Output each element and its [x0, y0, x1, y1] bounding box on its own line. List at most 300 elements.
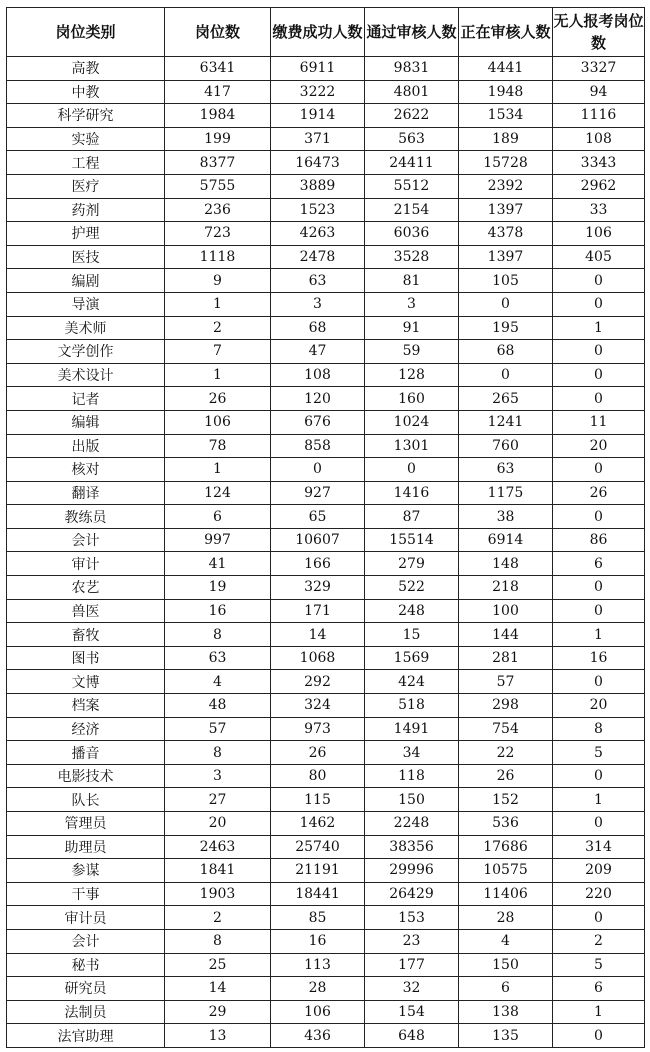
cell-reviewing: 760: [459, 434, 553, 458]
cell-reviewing: 265: [459, 387, 553, 411]
cell-category: 美术设计: [7, 363, 165, 387]
cell-category: 编辑: [7, 410, 165, 434]
cell-positions: 63: [165, 646, 271, 670]
cell-approved: 1024: [365, 410, 459, 434]
cell-unfilled: 2962: [553, 174, 645, 198]
cell-positions: 106: [165, 410, 271, 434]
cell-category: 审计员: [7, 906, 165, 930]
cell-unfilled: 405: [553, 245, 645, 269]
cell-approved: 153: [365, 906, 459, 930]
table-row: [7, 623, 645, 647]
table-body: [7, 57, 645, 1048]
table-row: [7, 576, 645, 600]
cell-category: 医技: [7, 245, 165, 269]
cell-paid: 68: [271, 316, 365, 340]
cell-approved: 2248: [365, 812, 459, 836]
cell-paid: 1914: [271, 104, 365, 128]
cell-paid: 120: [271, 387, 365, 411]
cell-unfilled: 0: [553, 1024, 645, 1048]
table-row: [7, 222, 645, 246]
cell-approved: 32: [365, 977, 459, 1001]
cell-reviewing: 298: [459, 694, 553, 718]
cell-unfilled: 108: [553, 127, 645, 151]
cell-reviewing: 2392: [459, 174, 553, 198]
cell-paid: 80: [271, 764, 365, 788]
cell-positions: 1903: [165, 882, 271, 906]
cell-approved: 2622: [365, 104, 459, 128]
cell-reviewing: 281: [459, 646, 553, 670]
table-row: [7, 80, 645, 104]
cell-positions: 8: [165, 929, 271, 953]
cell-approved: 563: [365, 127, 459, 151]
cell-paid: 436: [271, 1024, 365, 1048]
cell-positions: 2: [165, 316, 271, 340]
cell-reviewing: 1397: [459, 198, 553, 222]
cell-reviewing: 0: [459, 292, 553, 316]
cell-unfilled: 11: [553, 410, 645, 434]
table-row: [7, 788, 645, 812]
cell-positions: 27: [165, 788, 271, 812]
table-row: [7, 528, 645, 552]
cell-unfilled: 1: [553, 788, 645, 812]
cell-approved: 177: [365, 953, 459, 977]
cell-category: 导演: [7, 292, 165, 316]
cell-approved: 3528: [365, 245, 459, 269]
cell-unfilled: 5: [553, 953, 645, 977]
table-row: [7, 198, 645, 222]
cell-approved: 518: [365, 694, 459, 718]
cell-unfilled: 0: [553, 764, 645, 788]
cell-reviewing: 57: [459, 670, 553, 694]
cell-positions: 8: [165, 623, 271, 647]
table-row: [7, 646, 645, 670]
cell-paid: 324: [271, 694, 365, 718]
header-category: 岗位类别: [7, 8, 165, 57]
cell-reviewing: 6914: [459, 528, 553, 552]
cell-approved: 279: [365, 552, 459, 576]
cell-category: 记者: [7, 387, 165, 411]
table-row: [7, 316, 645, 340]
table-row: [7, 434, 645, 458]
cell-unfilled: 16: [553, 646, 645, 670]
cell-reviewing: 4441: [459, 57, 553, 81]
cell-positions: 3: [165, 764, 271, 788]
cell-reviewing: 195: [459, 316, 553, 340]
cell-reviewing: 105: [459, 269, 553, 293]
cell-positions: 236: [165, 198, 271, 222]
table-row: [7, 599, 645, 623]
cell-paid: 6911: [271, 57, 365, 81]
cell-category: 出版: [7, 434, 165, 458]
cell-paid: 1068: [271, 646, 365, 670]
cell-approved: 154: [365, 1000, 459, 1024]
cell-category: 图书: [7, 646, 165, 670]
cell-approved: 24411: [365, 151, 459, 175]
cell-unfilled: 0: [553, 599, 645, 623]
cell-positions: 29: [165, 1000, 271, 1024]
table-row: [7, 151, 645, 175]
cell-category: 干事: [7, 882, 165, 906]
cell-paid: 676: [271, 410, 365, 434]
table-row: [7, 694, 645, 718]
cell-category: 队长: [7, 788, 165, 812]
header-paid-applicants: 缴费成功人数: [271, 8, 365, 57]
cell-unfilled: 20: [553, 434, 645, 458]
cell-paid: 3889: [271, 174, 365, 198]
cell-category: 医疗: [7, 174, 165, 198]
cell-unfilled: 0: [553, 812, 645, 836]
cell-unfilled: 0: [553, 576, 645, 600]
cell-category: 会计: [7, 929, 165, 953]
header-approved-applicants: 通过审核人数: [365, 8, 459, 57]
cell-reviewing: 100: [459, 599, 553, 623]
table-row: [7, 387, 645, 411]
cell-reviewing: 0: [459, 363, 553, 387]
cell-unfilled: 106: [553, 222, 645, 246]
cell-approved: 1416: [365, 481, 459, 505]
cell-category: 审计: [7, 552, 165, 576]
table-row: [7, 717, 645, 741]
cell-reviewing: 10575: [459, 859, 553, 883]
cell-unfilled: 33: [553, 198, 645, 222]
cell-positions: 25: [165, 953, 271, 977]
table-row: [7, 977, 645, 1001]
cell-paid: 2478: [271, 245, 365, 269]
cell-unfilled: 220: [553, 882, 645, 906]
table-row: [7, 127, 645, 151]
cell-positions: 6: [165, 505, 271, 529]
cell-unfilled: 26: [553, 481, 645, 505]
cell-unfilled: 3343: [553, 151, 645, 175]
header-row: [7, 8, 645, 57]
cell-paid: 166: [271, 552, 365, 576]
cell-approved: 87: [365, 505, 459, 529]
cell-reviewing: 150: [459, 953, 553, 977]
cell-approved: 160: [365, 387, 459, 411]
cell-category: 档案: [7, 694, 165, 718]
cell-reviewing: 754: [459, 717, 553, 741]
cell-approved: 1301: [365, 434, 459, 458]
cell-reviewing: 1241: [459, 410, 553, 434]
cell-positions: 78: [165, 434, 271, 458]
cell-unfilled: 0: [553, 387, 645, 411]
cell-paid: 106: [271, 1000, 365, 1024]
cell-unfilled: 3327: [553, 57, 645, 81]
cell-paid: 16473: [271, 151, 365, 175]
table-row: [7, 906, 645, 930]
cell-category: 文博: [7, 670, 165, 694]
cell-paid: 113: [271, 953, 365, 977]
cell-category: 编剧: [7, 269, 165, 293]
cell-unfilled: 8: [553, 717, 645, 741]
cell-category: 护理: [7, 222, 165, 246]
table-row: [7, 458, 645, 482]
cell-unfilled: 1: [553, 623, 645, 647]
cell-positions: 8: [165, 741, 271, 765]
table-row: [7, 764, 645, 788]
cell-reviewing: 135: [459, 1024, 553, 1048]
table-row: [7, 104, 645, 128]
cell-unfilled: 1116: [553, 104, 645, 128]
cell-approved: 648: [365, 1024, 459, 1048]
table-row: [7, 552, 645, 576]
cell-unfilled: 0: [553, 363, 645, 387]
table-row: [7, 835, 645, 859]
cell-category: 翻译: [7, 481, 165, 505]
cell-category: 经济: [7, 717, 165, 741]
header-under-review: 正在审核人数: [459, 8, 553, 57]
table-row: [7, 505, 645, 529]
cell-positions: 1118: [165, 245, 271, 269]
cell-paid: 14: [271, 623, 365, 647]
cell-paid: 115: [271, 788, 365, 812]
table-row: [7, 245, 645, 269]
statistics-table: [6, 7, 645, 1048]
cell-unfilled: 0: [553, 340, 645, 364]
cell-category: 助理员: [7, 835, 165, 859]
cell-category: 兽医: [7, 599, 165, 623]
cell-approved: 26429: [365, 882, 459, 906]
cell-paid: 16: [271, 929, 365, 953]
cell-positions: 417: [165, 80, 271, 104]
cell-approved: 0: [365, 458, 459, 482]
cell-positions: 124: [165, 481, 271, 505]
cell-unfilled: 86: [553, 528, 645, 552]
cell-approved: 5512: [365, 174, 459, 198]
cell-reviewing: 1175: [459, 481, 553, 505]
cell-paid: 329: [271, 576, 365, 600]
table-row: [7, 953, 645, 977]
cell-category: 畜牧: [7, 623, 165, 647]
table-row: [7, 481, 645, 505]
cell-unfilled: 20: [553, 694, 645, 718]
cell-positions: 1: [165, 363, 271, 387]
cell-paid: 28: [271, 977, 365, 1001]
cell-approved: 9831: [365, 57, 459, 81]
table-row: [7, 174, 645, 198]
cell-paid: 1523: [271, 198, 365, 222]
cell-reviewing: 28: [459, 906, 553, 930]
cell-paid: 171: [271, 599, 365, 623]
cell-category: 科学研究: [7, 104, 165, 128]
cell-positions: 57: [165, 717, 271, 741]
cell-unfilled: 94: [553, 80, 645, 104]
cell-paid: 47: [271, 340, 365, 364]
cell-paid: 108: [271, 363, 365, 387]
cell-reviewing: 1948: [459, 80, 553, 104]
cell-reviewing: 218: [459, 576, 553, 600]
cell-unfilled: 2: [553, 929, 645, 953]
cell-approved: 91: [365, 316, 459, 340]
cell-reviewing: 17686: [459, 835, 553, 859]
cell-reviewing: 138: [459, 1000, 553, 1024]
cell-unfilled: 314: [553, 835, 645, 859]
cell-positions: 26: [165, 387, 271, 411]
cell-reviewing: 148: [459, 552, 553, 576]
cell-positions: 5755: [165, 174, 271, 198]
cell-category: 工程: [7, 151, 165, 175]
cell-positions: 2463: [165, 835, 271, 859]
cell-reviewing: 4378: [459, 222, 553, 246]
cell-unfilled: 5: [553, 741, 645, 765]
cell-unfilled: 0: [553, 269, 645, 293]
cell-positions: 6341: [165, 57, 271, 81]
cell-category: 高教: [7, 57, 165, 81]
cell-positions: 48: [165, 694, 271, 718]
cell-reviewing: 536: [459, 812, 553, 836]
cell-unfilled: 209: [553, 859, 645, 883]
cell-paid: 26: [271, 741, 365, 765]
table-row: [7, 929, 645, 953]
header-positions: 岗位数: [165, 8, 271, 57]
cell-approved: 128: [365, 363, 459, 387]
cell-category: 药剂: [7, 198, 165, 222]
cell-approved: 1569: [365, 646, 459, 670]
cell-unfilled: 6: [553, 552, 645, 576]
cell-positions: 9: [165, 269, 271, 293]
cell-paid: 3222: [271, 80, 365, 104]
cell-reviewing: 22: [459, 741, 553, 765]
cell-unfilled: 0: [553, 670, 645, 694]
cell-paid: 1462: [271, 812, 365, 836]
cell-positions: 1841: [165, 859, 271, 883]
cell-positions: 41: [165, 552, 271, 576]
cell-paid: 292: [271, 670, 365, 694]
cell-unfilled: 0: [553, 906, 645, 930]
cell-category: 核对: [7, 458, 165, 482]
table-row: [7, 1000, 645, 1024]
cell-reviewing: 15728: [459, 151, 553, 175]
cell-reviewing: 1397: [459, 245, 553, 269]
table-row: [7, 292, 645, 316]
cell-positions: 8377: [165, 151, 271, 175]
cell-reviewing: 26: [459, 764, 553, 788]
cell-paid: 25740: [271, 835, 365, 859]
cell-unfilled: 0: [553, 505, 645, 529]
table-row: [7, 269, 645, 293]
table-row: [7, 741, 645, 765]
cell-approved: 15514: [365, 528, 459, 552]
cell-paid: 371: [271, 127, 365, 151]
cell-unfilled: 6: [553, 977, 645, 1001]
table-row: [7, 859, 645, 883]
cell-positions: 1: [165, 292, 271, 316]
cell-category: 法官助理: [7, 1024, 165, 1048]
cell-positions: 1: [165, 458, 271, 482]
cell-positions: 16: [165, 599, 271, 623]
cell-approved: 248: [365, 599, 459, 623]
cell-category: 实验: [7, 127, 165, 151]
cell-approved: 6036: [365, 222, 459, 246]
cell-category: 文学创作: [7, 340, 165, 364]
cell-reviewing: 63: [459, 458, 553, 482]
cell-paid: 927: [271, 481, 365, 505]
cell-reviewing: 68: [459, 340, 553, 364]
cell-approved: 4801: [365, 80, 459, 104]
cell-paid: 21191: [271, 859, 365, 883]
header-unfilled-positions: 无人报考岗位数: [553, 8, 645, 57]
cell-category: 研究员: [7, 977, 165, 1001]
cell-paid: 85: [271, 906, 365, 930]
cell-positions: 4: [165, 670, 271, 694]
cell-paid: 63: [271, 269, 365, 293]
cell-positions: 14: [165, 977, 271, 1001]
table-row: [7, 1024, 645, 1048]
cell-category: 秘书: [7, 953, 165, 977]
cell-positions: 199: [165, 127, 271, 151]
cell-category: 法制员: [7, 1000, 165, 1024]
cell-reviewing: 38: [459, 505, 553, 529]
cell-positions: 2: [165, 906, 271, 930]
table-row: [7, 812, 645, 836]
cell-category: 农艺: [7, 576, 165, 600]
cell-category: 播音: [7, 741, 165, 765]
cell-category: 会计: [7, 528, 165, 552]
cell-paid: 0: [271, 458, 365, 482]
cell-approved: 1491: [365, 717, 459, 741]
cell-paid: 10607: [271, 528, 365, 552]
cell-approved: 424: [365, 670, 459, 694]
cell-positions: 19: [165, 576, 271, 600]
cell-positions: 1984: [165, 104, 271, 128]
cell-approved: 15: [365, 623, 459, 647]
cell-approved: 118: [365, 764, 459, 788]
cell-unfilled: 1: [553, 316, 645, 340]
cell-category: 中教: [7, 80, 165, 104]
cell-category: 管理员: [7, 812, 165, 836]
cell-approved: 2154: [365, 198, 459, 222]
cell-approved: 81: [365, 269, 459, 293]
cell-reviewing: 144: [459, 623, 553, 647]
cell-reviewing: 6: [459, 977, 553, 1001]
cell-approved: 34: [365, 741, 459, 765]
cell-positions: 723: [165, 222, 271, 246]
cell-category: 教练员: [7, 505, 165, 529]
cell-approved: 522: [365, 576, 459, 600]
cell-reviewing: 4: [459, 929, 553, 953]
table-header: [7, 8, 645, 57]
table-row: [7, 340, 645, 364]
cell-reviewing: 1534: [459, 104, 553, 128]
cell-paid: 973: [271, 717, 365, 741]
cell-paid: 3: [271, 292, 365, 316]
cell-paid: 858: [271, 434, 365, 458]
cell-positions: 7: [165, 340, 271, 364]
cell-positions: 997: [165, 528, 271, 552]
table-row: [7, 882, 645, 906]
cell-category: 电影技术: [7, 764, 165, 788]
cell-paid: 18441: [271, 882, 365, 906]
cell-paid: 65: [271, 505, 365, 529]
cell-reviewing: 189: [459, 127, 553, 151]
cell-positions: 20: [165, 812, 271, 836]
table-row: [7, 363, 645, 387]
cell-approved: 29996: [365, 859, 459, 883]
cell-category: 参谋: [7, 859, 165, 883]
cell-approved: 59: [365, 340, 459, 364]
table-row: [7, 57, 645, 81]
cell-unfilled: 1: [553, 1000, 645, 1024]
table-row: [7, 670, 645, 694]
cell-positions: 13: [165, 1024, 271, 1048]
cell-approved: 38356: [365, 835, 459, 859]
cell-approved: 150: [365, 788, 459, 812]
cell-unfilled: 0: [553, 292, 645, 316]
cell-paid: 4263: [271, 222, 365, 246]
cell-reviewing: 152: [459, 788, 553, 812]
cell-approved: 3: [365, 292, 459, 316]
cell-reviewing: 11406: [459, 882, 553, 906]
